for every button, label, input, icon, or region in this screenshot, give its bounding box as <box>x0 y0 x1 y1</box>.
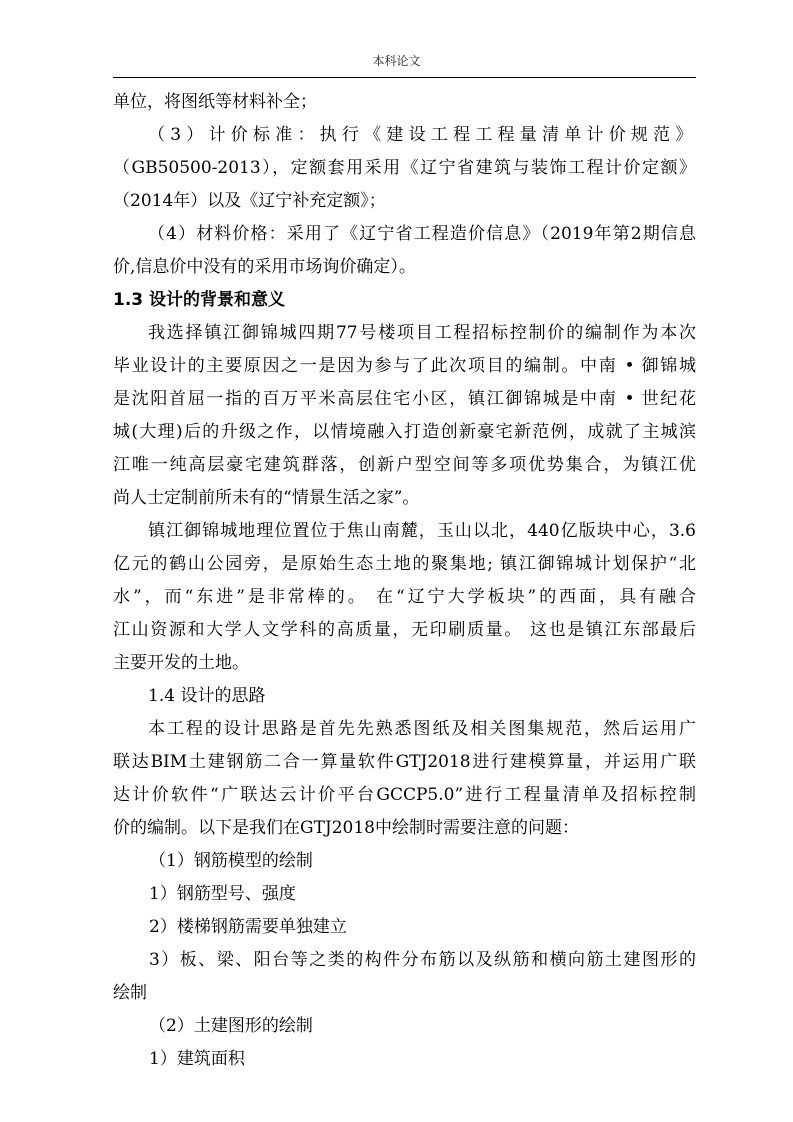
text-line: 是沈阳首屈一指的百万平米高层住宅小区，镇江御锦城是中南 • 世纪花 <box>113 389 696 409</box>
list-item: （2）土建图形的绘制 <box>149 1016 313 1036</box>
list-item: 1）建筑面积 <box>149 1049 245 1069</box>
text-line: 价的编制。以下是我们在GTJ2018中绘制时需要注意的问题： <box>113 818 579 838</box>
section-heading-1-3: 1.3 设计的背景和意义 <box>113 290 286 310</box>
page-header-title: 本科论文 <box>372 54 421 68</box>
list-item: 1）钢筋型号、强度 <box>149 884 296 904</box>
text-line: 达计价软件“广联达云计价平台GCCP5.0”进行工程量清单及招标控制 <box>113 785 696 805</box>
text-line: 城(大理)后的升级之作，以情境融入打造创新豪宅新范例，成就了主城滨 <box>113 422 696 442</box>
list-item: 2）楼梯钢筋需要单独建立 <box>149 917 347 937</box>
text-line: 江山资源和大学人文学科的高质量，无印刷质量。 这也是镇江东部最后 <box>113 620 696 640</box>
text-line: 亿元的鹤山公园旁，是原始生态土地的聚集地; 镇江御锦城计划保护“北 <box>113 554 696 574</box>
text-line: 镇江御锦城地理位置位于焦山南麓，玉山以北，440亿版块中心，3.6 <box>148 521 696 541</box>
list-item: 3）板、梁、阳台等之类的构件分布筋以及纵筋和横向筋土建图形的 <box>149 950 696 970</box>
text-line: 价,信息价中没有的采用市场询价确定）。 <box>113 257 416 277</box>
text-line: （4）材料价格：采用了《辽宁省工程造价信息》（2019年第2期信息 <box>148 224 696 244</box>
text-line: 我选择镇江御锦城四期77号楼项目工程招标控制价的编制作为本次 <box>148 323 696 343</box>
section-heading-1-4: 1.4 设计的思路 <box>148 686 266 706</box>
text-line: 本工程的设计思路是首先先熟悉图纸及相关图集规范，然后运用广 <box>148 719 696 739</box>
text-line: 单位，将图纸等材料补全； <box>113 92 317 112</box>
text-line: 联达BIM土建钢筋二合一算量软件GTJ2018进行建模算量，并运用广联 <box>113 752 696 772</box>
header-divider <box>113 77 696 78</box>
text-line: 尚人士定制前所未有的“情景生活之家”。 <box>113 488 420 508</box>
text-line: （GB50500-2013），定额套用采用《辽宁省建筑与装饰工程计价定额》 <box>113 158 696 178</box>
document-body <box>113 91 696 1081</box>
text-line: 主要开发的土地。 <box>113 653 249 673</box>
text-line: （2014年）以及《辽宁补充定额》； <box>113 191 386 211</box>
text-line: 江唯一纯高层豪宅建筑群落，创新户型空间等多项优势集合，为镇江优 <box>113 455 696 475</box>
text-line: 毕业设计的主要原因之一是因为参与了此次项目的编制。中南 • 御锦城 <box>113 356 696 376</box>
text-line: 绘制 <box>113 983 147 1003</box>
list-item: （1）钢筋模型的绘制 <box>149 851 313 871</box>
text-line: 水”，而“东进”是非常棒的。 在“辽宁大学板块”的西面，具有融合 <box>113 587 696 607</box>
text-line: （3）计价标准：执行《建设工程工程量清单计价规范》 <box>148 125 696 145</box>
